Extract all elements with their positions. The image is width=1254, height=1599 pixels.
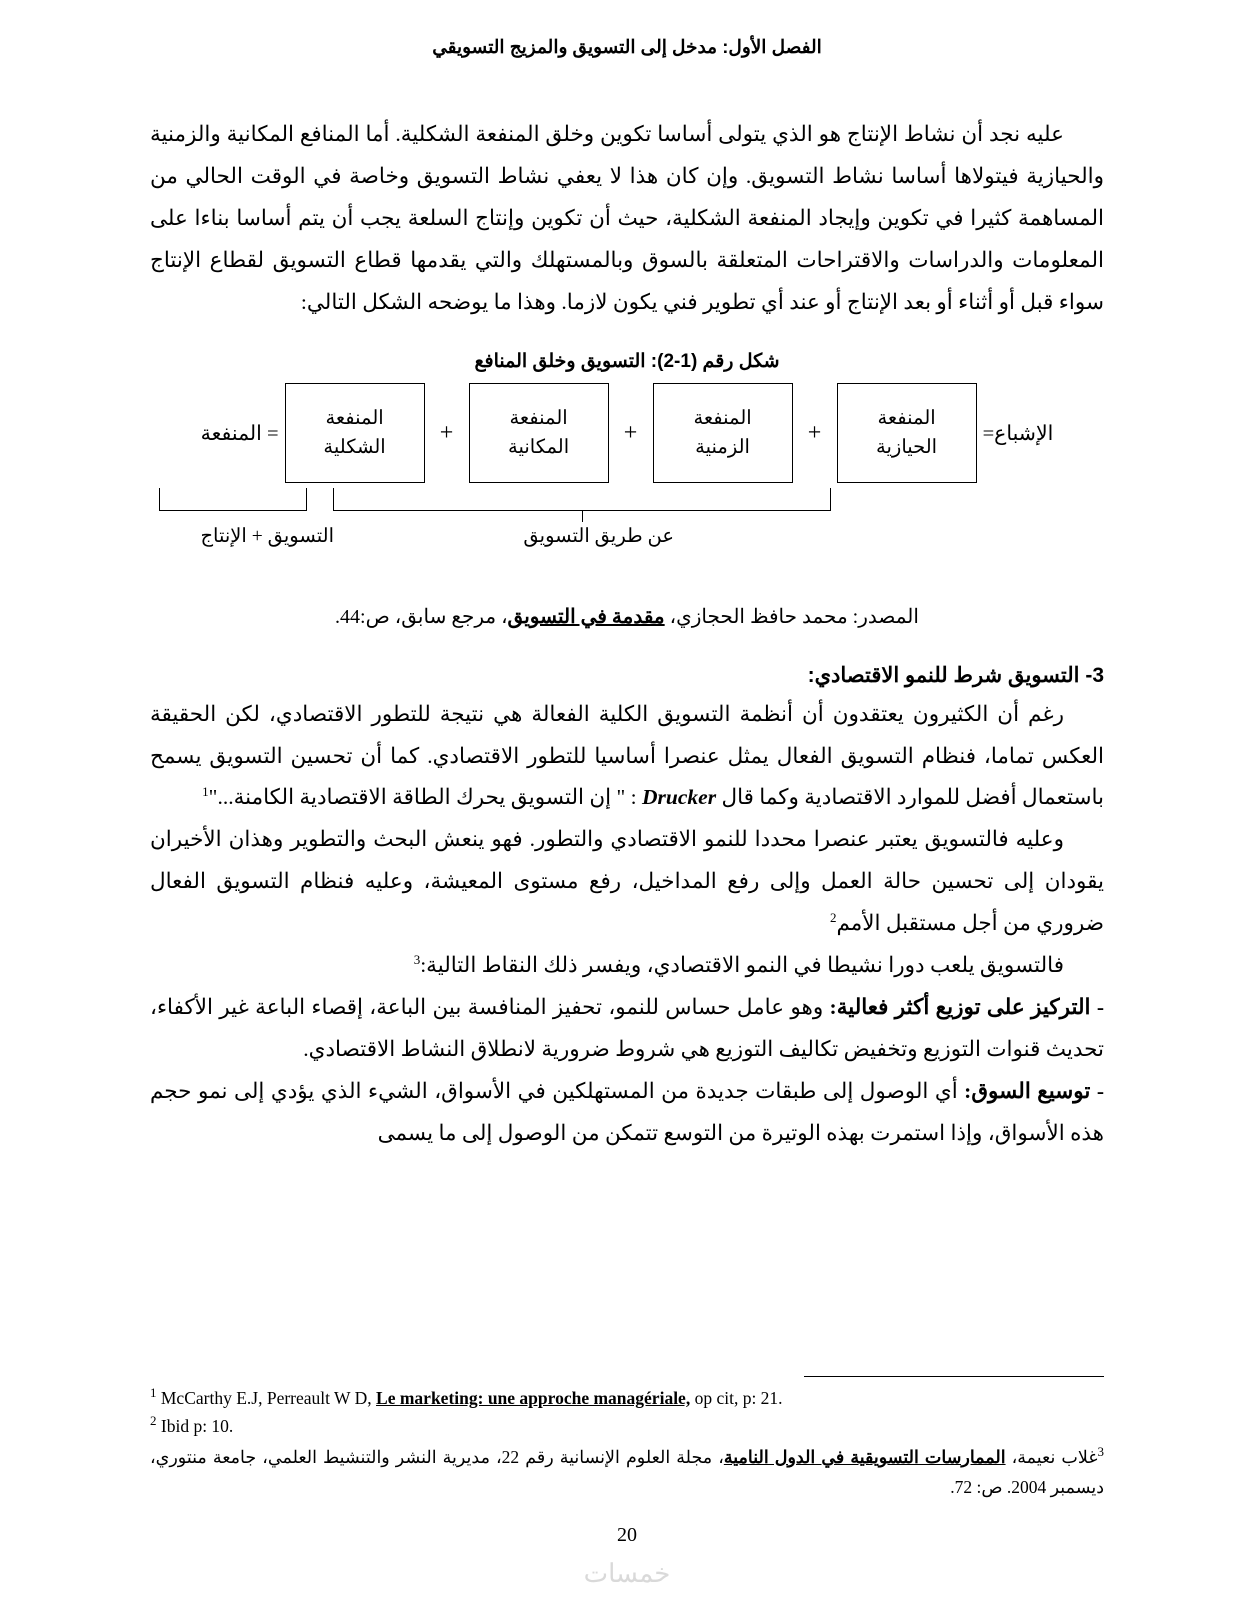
footnote-ref-1: 1	[202, 784, 209, 800]
bracket-label-marketing: عن طريق التسويق	[523, 525, 674, 547]
footnote-3-ref: ، مجلة العلوم الإنسانية رقم 22، مديرية النشر والتنشيط العلمي، جامعة منتوري، ديسمبر 2004. ص: 72.	[150, 1446, 1104, 1498]
figure-box-line2: الشكلية	[323, 437, 386, 459]
figure-box-line1: المنفعة	[877, 407, 936, 429]
figure-box-time	[653, 383, 793, 483]
watermark: خمسات	[583, 1558, 671, 1588]
drucker-citation: Drucker	[642, 785, 717, 810]
bullet-market-expansion	[150, 1071, 1104, 1155]
figure-operator-2: +	[623, 419, 638, 446]
footnotes	[150, 1376, 1104, 1503]
bullet-1-label: - التركيز على توزيع أكثر فعالية:	[829, 995, 1105, 1020]
paragraph-text-d: فالتسويق يلعب دورا نشيطا في النمو الاقتصادي، ويفسر ذلك النقاط التالية:	[420, 953, 1064, 978]
paragraph-text-b: : " إن التسويق يحرك الطاقة الاقتصادية الكامنة..."	[208, 785, 643, 810]
source-prefix: المصدر: محمد حافظ الحجازي،	[664, 605, 919, 628]
figure-brackets	[150, 488, 1104, 518]
figure-box-line1: المنفعة	[693, 407, 752, 429]
source-suffix: ، مرجع سابق، ص:44.	[335, 605, 508, 628]
footnote-1	[150, 1383, 1104, 1411]
figure-operator-1: +	[807, 419, 822, 446]
paragraph-intro: عليه نجد أن نشاط الإنتاج هو الذي يتولى أساسا تكوين وخلق المنفعة الشكلية. أما المنافع المكانية والزمنية والحيازية فيتولاها أساسا نشاط التسويق. وإن كان هذا لا يعفي نشاط التسويق وخاصة في الوقت الحالي من المساهمة كثيرا في تكوين وإيجاد المنفعة الشكلية، حيث أن تكوين وإنتاج السلعة يجب أن يتم أساسا بناءا على المعلومات والدراسات والاقتراحات المتعلقة بالسوق وبالمستهلك والتي يقدمها قطاع التسويق لقطاع الإنتاج سواء قبل أو أثناء أو بعد الإنتاج أو عند أي تطوير فني يكون لازما. وهذا ما يوضحه الشكل التالي:	[150, 122, 1104, 314]
figure-operator-3: +	[439, 419, 454, 446]
figure-box-line2: الزمنية	[695, 437, 750, 459]
figure-left-label: الإشباع=	[982, 422, 1054, 445]
figure-source	[150, 604, 1104, 629]
bullet-1-text: وهو عامل حساس للنمو، تحفيز المنافسة بين الباعة، إقصاء الباعة غير الأكفاء، تحديث قنوات التوزيع وتخفيض تكاليف التوزيع هي شروط ضرورية لانطلاق النشاط الاقتصادي.	[150, 995, 1104, 1061]
source-title: مقدمة في التسويق	[507, 605, 665, 628]
bullet-2-text: أي الوصول إلى طبقات جديدة من المستهلكين في الأسواق، الشيء الذي يؤدي إلى نمو حجم هذه الأسواق، وإذا استمرت بهذه الوتيرة من التوسع تتمكن من الوصول إلى ما يسمى	[150, 1078, 1104, 1145]
figure-bracket-labels	[150, 518, 1104, 552]
footnote-ref-2: 2	[829, 910, 837, 926]
footnote-ref-3: 3	[413, 951, 421, 967]
bracket-marketing	[333, 488, 831, 511]
bullet-distribution-focus	[150, 987, 1104, 1071]
bracket-production	[159, 488, 307, 511]
figure-caption: شكل رقم (1-2): التسويق وخلق المنافع	[474, 350, 780, 372]
footnote-separator	[804, 1376, 1104, 1377]
paragraph-text-a: رغم أن الكثيرون يعتقدون أن أنظمة التسويق الكلية الفعالة هي نتيجة للتطور الاقتصادي، لكن الحقيقة العكس تماما، فنظام التسويق الفعال يمثل عنصرا أساسيا للتطور الاقتصادي. كما أن تحسين التسويق يسمح باستعمال أفضل للموارد الاقتصادية وكما قال	[150, 701, 1104, 810]
figure-marketing-utilities	[150, 381, 1104, 596]
footnote-1-title: Le marketing: une approche managériale,	[376, 1387, 691, 1408]
section-heading: 3- التسويق شرط للنمو الاقتصادي:	[807, 663, 1104, 687]
footnote-3	[150, 1441, 1104, 1503]
footnote-3-title: الممارسات التسويقية في الدول النامية	[723, 1446, 1006, 1467]
footnote-1-number: 1	[150, 1384, 157, 1400]
bracket-label-production: التسويق + الإنتاج	[200, 525, 334, 547]
figure-row	[150, 381, 1104, 486]
paragraph-points-intro	[150, 945, 1104, 987]
footnote-2	[150, 1411, 1104, 1439]
paragraph-research-development	[150, 819, 1104, 945]
footnote-2-number: 2	[150, 1412, 157, 1428]
footnote-1-authors: McCarthy E.J, Perreault W D,	[156, 1387, 377, 1408]
figure-box-line2: الحيازية	[876, 437, 938, 459]
figure-right-label: = المنفعة	[200, 422, 279, 445]
figure-box-line1: المنفعة	[325, 407, 384, 429]
paragraph-economic-growth	[150, 694, 1104, 820]
footnote-2-text: Ibid p: 10.	[156, 1415, 234, 1436]
figure-box-form	[285, 383, 425, 483]
footnote-3-number: 3	[1097, 1443, 1104, 1459]
bullet-2-label: - توسيع السوق:	[964, 1078, 1104, 1103]
footnote-1-ref: op cit, p: 21.	[690, 1387, 783, 1408]
footnote-3-author: غلاب نعيمة،	[1005, 1446, 1098, 1467]
figure-box-line1: المنفعة	[509, 407, 568, 429]
paragraph-text-c: وعليه فالتسويق يعتبر عنصرا محددا للنمو الاقتصادي والتطور. فهو ينعش البحث والتطوير وهذان الأخيران يقودان إلى تحسين حالة العمل وإلى رفع المداخيل، رفع مستوى المعيشة، وعليه فنظام التسويق الفعال ضروري من أجل مستقبل الأمم	[150, 827, 1104, 936]
page-header: الفصل الأول: مدخل إلى التسويق والمزيج التسويقي	[432, 36, 822, 57]
figure-box-possession	[837, 383, 977, 483]
page-number: 20	[617, 1524, 637, 1546]
figure-box-place	[469, 383, 609, 483]
figure-box-line2: المكانية	[508, 437, 570, 459]
